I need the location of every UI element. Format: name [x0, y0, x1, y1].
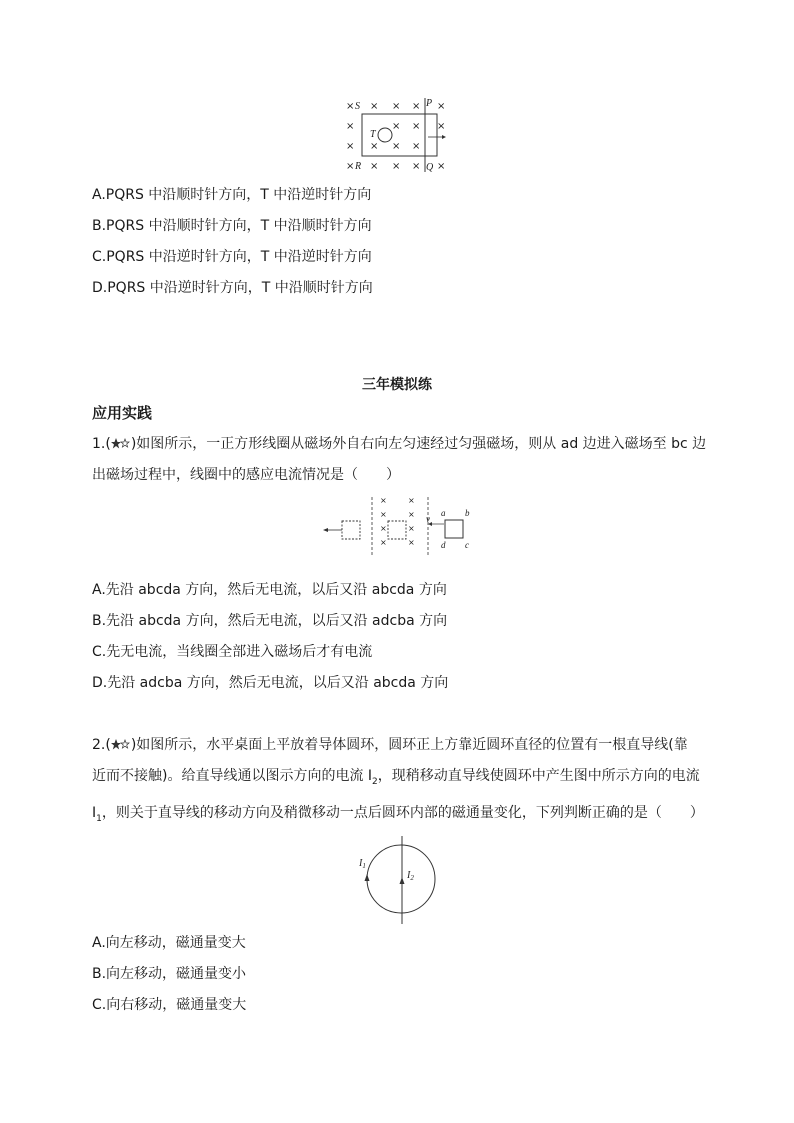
q1-text-line2: 出磁场过程中，线圈中的感应电流情况是（ ）	[92, 467, 400, 483]
label-t: T	[370, 129, 376, 140]
svg-text:×: ×	[437, 121, 446, 132]
svg-text:×: ×	[370, 101, 379, 112]
svg-text:×: ×	[392, 121, 401, 132]
svg-text:×: ×	[412, 161, 421, 172]
q1-option-b: B.先沿 abcda 方向，然后无电流，以后又沿 adcba 方向	[92, 613, 448, 629]
velocity-arrow-left	[428, 522, 444, 526]
svg-text:×: ×	[408, 524, 415, 533]
svg-text:×: ×	[392, 141, 401, 152]
difficulty-star-icon	[111, 438, 131, 450]
ring-t	[378, 128, 392, 142]
figure-coil-field	[320, 494, 480, 556]
q2-option-c: C.向右移动，磁通量变大	[92, 997, 247, 1013]
svg-text:×: ×	[408, 538, 415, 547]
svg-text:×: ×	[370, 141, 379, 152]
q1-option-c: C.先无电流，当线圈全部进入磁场后才有电流	[92, 644, 373, 660]
svg-text:×: ×	[346, 121, 355, 132]
label-q: Q	[426, 162, 434, 173]
q1-option-a: A.先沿 abcda 方向，然后无电流，以后又沿 abcda 方向	[92, 582, 447, 598]
q2-text-line3: $I_1$，则关于直导线的移动方向及稍微移动一点后圆环内部的磁通量变化，下列判断正确的是（ ）	[92, 804, 704, 824]
question-1: 1.( )如图所示，一正方形线圈从磁场外自右向左匀速经过匀强磁场，则从 ad 边进入磁场至 bc 边 出磁场过程中，线圈中的感应电流情况是（ ）	[92, 429, 712, 491]
label-c: c	[465, 540, 469, 550]
svg-text:×: ×	[346, 161, 355, 172]
svg-text:×: ×	[408, 510, 415, 519]
svg-text:×: ×	[412, 121, 421, 132]
svg-text:×: ×	[380, 538, 387, 547]
label-i1: $I_1$	[359, 858, 366, 870]
coil-outside-left	[342, 521, 360, 539]
q2-number: 2.(	[92, 737, 111, 753]
current-i1-arrow	[365, 874, 370, 881]
option-b: B.PQRS 中沿顺时针方向，T 中沿顺时针方向	[92, 218, 372, 234]
option-a: A.PQRS 中沿顺时针方向，T 中沿逆时针方向	[92, 187, 372, 203]
question-2: 2.( )如图所示，水平桌面上平放着导体圆环，圆环正上方靠近圆环直径的位置有一根直导线(靠 近而不接触)。给直导线通以图示方向的电流 $I_2$，现稍移动直导线使圆环中产生图中所示方向的电流 $I_1$，则关于直导线的移动方向及稍微移动一点后圆环内部的磁通量变化，下列判断正确的是（ ）	[92, 730, 712, 835]
svg-text:×: ×	[437, 101, 446, 112]
svg-text:×: ×	[380, 510, 387, 519]
q1-number: 1.(	[92, 436, 111, 452]
label-d: d	[441, 540, 446, 550]
svg-text:×: ×	[346, 141, 355, 152]
current-i2-arrow	[400, 877, 405, 884]
label-v: v	[426, 514, 430, 524]
svg-text:×: ×	[412, 101, 421, 112]
svg-text:×: ×	[380, 524, 387, 533]
conducting-ring	[367, 845, 435, 913]
option-c: C.PQRS 中沿逆时针方向，T 中沿逆时针方向	[92, 249, 372, 265]
field-x: ×	[346, 101, 355, 112]
q2-text-line1: 如图所示，水平桌面上平放着导体圆环，圆环正上方靠近圆环直径的位置有一根直导线(靠	[136, 737, 688, 753]
coil-inside-field	[388, 521, 406, 539]
section-title: 三年模拟练	[362, 377, 432, 393]
svg-text:×: ×	[437, 161, 446, 172]
figure-ring-wire	[356, 834, 442, 926]
label-a: a	[441, 508, 446, 518]
label-b: b	[465, 508, 470, 518]
svg-text:×: ×	[380, 496, 387, 505]
option-d: D.PQRS 中沿逆时针方向，T 中沿顺时针方向	[92, 280, 373, 296]
exit-arrow	[323, 528, 342, 532]
section-subtitle: 应用实践	[92, 404, 153, 422]
svg-text:×: ×	[408, 496, 415, 505]
q2-text-line2: 近而不接触)。给直导线通以图示方向的电流 $I_2$，现稍移动直导线使圆环中产生图中所示方向的电流	[92, 768, 700, 787]
q2-option-a: A.向左移动，磁通量变大	[92, 935, 246, 951]
figure-pqrs-field	[340, 94, 452, 174]
svg-text:×: ×	[392, 101, 401, 112]
q1-option-d: D.先沿 adcba 方向，然后无电流，以后又沿 abcda 方向	[92, 675, 449, 691]
label-p: P	[426, 98, 433, 109]
svg-text:×: ×	[392, 161, 401, 172]
label-i2: $I_2$	[407, 870, 414, 882]
q1-text-line1: 如图所示，一正方形线圈从磁场外自右向左匀速经过匀强磁场，则从 ad 边进入磁场至 bc 边	[136, 436, 707, 452]
label-s: S	[355, 101, 360, 112]
coil-abcd	[445, 520, 463, 538]
svg-text:×: ×	[412, 141, 421, 152]
svg-text:×: ×	[370, 161, 379, 172]
difficulty-star-icon	[111, 739, 131, 751]
q2-option-b: B.向左移动，磁通量变小	[92, 966, 247, 982]
label-r: R	[355, 161, 362, 172]
